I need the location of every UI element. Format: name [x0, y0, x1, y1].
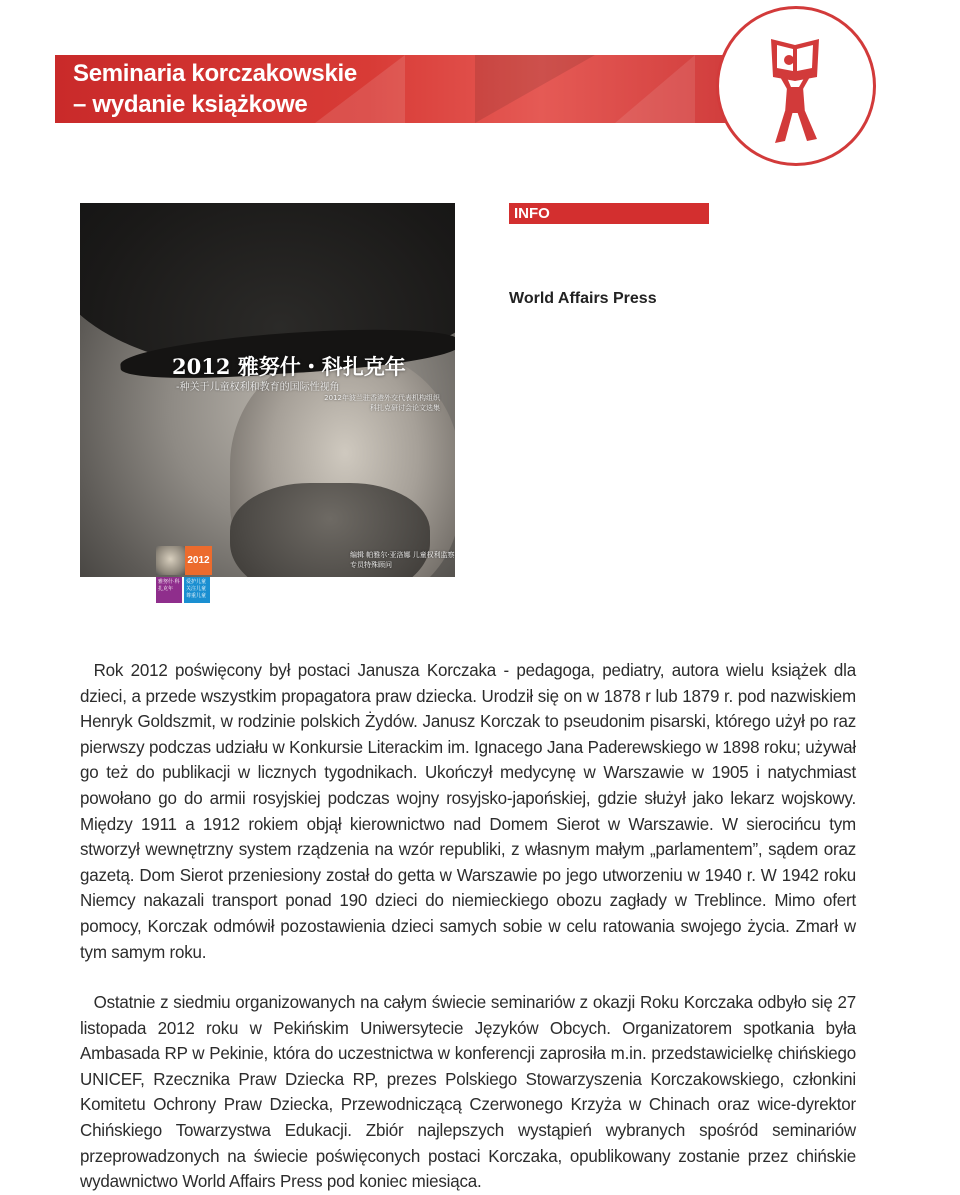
cover-title: 2012 雅努什・科扎克年 [172, 354, 406, 379]
cover-subtitle: -种关于儿童权利和教育的国际性视角 [176, 382, 340, 393]
body-paragraph-2: Ostatnie z siedmiu organizowanych na całym świecie seminariów z okazji Roku Korczaka odbyło się 27 listopada 2012 roku w Pekińskim Uniwersytecie Języków Obcych. Organizatorem spotkania była Ambasada RP w Pekinie, która do uczestnictwa w konferencji zaprosiła m.in. przedstawicielkę chińskiego UNICEF, Rzecznika Praw Dziecka RP, prezes Polskiego Stowarzyszenia Korczakowskiego, członkini Komitetu Ochrony Praw Dziecka, Przewodniczącą Czerwonego Krzyża w Chinach oraz wice-dyrektor Chińskiego Towarzystwa Edukacji. Zbiór najlepszych wystąpień wybranych spośród seminariów przeprowadzonych na świecie poświęconych postaci Korczaka, opublikowany zostanie przez chińskie wydawnictwo World Affairs Press pod koniec miesiąca. [80, 992, 856, 1192]
korczak-logo [716, 6, 876, 166]
cover-tile-blue: 爱护儿童 关注儿童 尊重儿童 [184, 577, 210, 603]
book-cover [80, 203, 455, 577]
cover-editor: 编辑 帕雅尔·亚洛娜 儿童权利监察专员特殊顾问 [350, 551, 455, 569]
cover-subtitle-small: 2012年波兰驻香港外交代表机构组织科扎克研讨会论文选集 [324, 394, 440, 412]
cover-tile-purple: 雅努什·科扎克年 [156, 577, 182, 603]
info-bar [509, 203, 709, 224]
page-title-line1: Seminaria korczakowskie [73, 60, 357, 87]
reading-child-icon [719, 9, 873, 163]
body-paragraph-1: Rok 2012 poświęcony był postaci Janusza Korczaka - pedagoga, pediatry, autora wielu książek dla dzieci, a przede wszystkim propagatora praw dziecka. Urodził się on w 1878 r lub 1879 r. pod nazwiskiem Henryk Goldszmit, w rodzinie polskich Żydów. Janusz Korczak to pseudonim pisarski, którego użył po raz pierwszy podczas udziału w Konkursie Literackim im. Ignacego Jana Paderewskiego w 1898 roku; używał go też do publikacji w licznych tygodnikach. Ukończył medycynę w Warszawie w 1905 i natychmiast powołano go do armii rosyjskiej podczas wojny rosyjsko-japońskiej, gdzie służył jako lekarz wojskowy. Między 1911 a 1912 rokiem objął kierownictwo nad Domem Sierot w Warszawie. W sierocińcu tym stworzył wewnętrzny system rządzenia na wzór republiki, z własnym małym „parlamentem”, sądem oraz gazetą. Dom Sierot przeniesiony został do getta w Warszawie po jego utworzeniu w 1940 r. W 1942 roku Niemcy nakazali transport ponad 190 dzieci do niemieckiego obozu zagłady w Treblince. Mimo ofert pomocy, Korczak odmówił pozostawienia dzieci samych sobie w celu ratowania swojego życia. Zmarł w tym samym roku. [80, 660, 856, 962]
page-title-line2: – wydanie książkowe [73, 91, 308, 118]
publisher-name: World Affairs Press [509, 290, 657, 307]
page-title [73, 58, 357, 120]
header-facet [615, 55, 695, 123]
cover-year-badge: 2012 [185, 546, 212, 575]
info-label: INFO [514, 205, 550, 222]
header-facet [475, 55, 595, 123]
cover-thumbnail [156, 546, 185, 575]
